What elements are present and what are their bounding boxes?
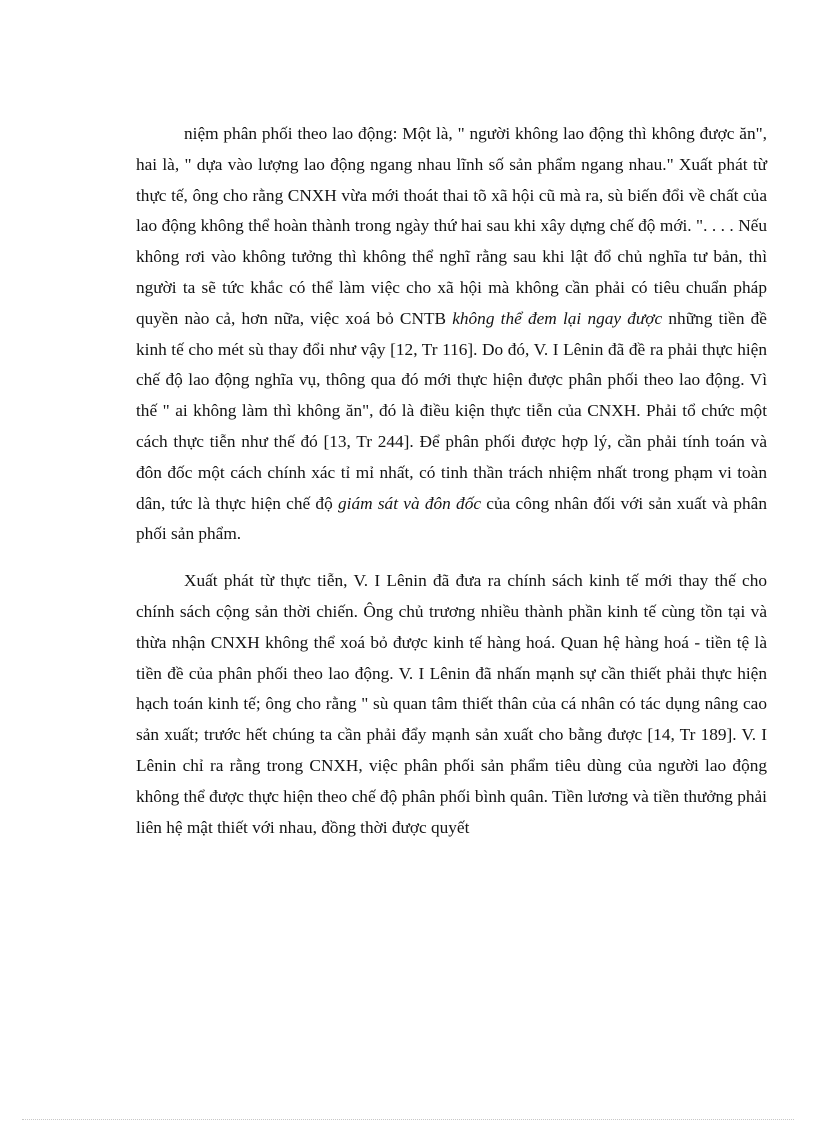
- italic-text-run: giám sát và đôn đốc: [338, 493, 482, 513]
- text-run: Xuất phát từ thực tiễn, V. I Lênin đã đưa ra chính sách kinh tế mới thay thế cho chính sách cộng sản thời chiến. Ông chủ trương nhiều thành phần kinh tế cùng tồn tại và thừa nhận CNXH không thể xoá bỏ được kinh tế hàng hoá. Quan hệ hàng hoá - tiền tệ là tiền đề của phân phối theo lao động. V. I Lênin đã nhấn mạnh sự cần thiết phải thực hiện hạch toán kinh tế; ông cho rằng " sù quan tâm thiết thân của cá nhân có tác dụng nâng cao sản xuất; trước hết chúng ta cần phải đẩy mạnh sản xuất cho bằng được [14, Tr 189]. V. I Lênin chỉ ra rằng trong CNXH, việc phân phối sản phẩm tiêu dùng của người lao động không thể được thực hiện theo chế độ phân phối bình quân. Tiền lương và tiền thưởng phải liên hệ mật thiết với nhau, đồng thời được quyết: [136, 571, 767, 837]
- page-bottom-divider: [22, 1119, 794, 1120]
- paragraph-2: [136, 566, 767, 843]
- text-run: những tiền đề kinh tế cho mét sù thay đổi như vậy [12, Tr 116]. Do đó, V. I Lênin đã đề ra phải thực hiện chế độ lao động nghĩa vụ, thông qua đó mới thực hiện được phân phối theo lao động. Vì thế " ai không làm thì không ăn", đó là điều kiện thực tiễn của CNXH. Phải tổ chức một cách thực tiễn như thế đó [13, Tr 244]. Để phân phối được hợp lý, cần phải tính toán và đôn đốc một cách chính xác tỉ mỉ nhất, có tinh thần trách nhiệm nhất trong phạm vi toàn dân, tức là thực hiện chế độ: [136, 308, 767, 513]
- paragraph-1: [136, 119, 767, 550]
- text-run: niệm phân phối theo lao động: Một là, " người không lao động thì không được ăn", hai là, " dựa vào lượng lao động ngang nhau lĩnh số sản phẩm ngang nhau." Xuất phát từ thực tế, ông cho rằng CNXH vừa mới thoát thai tõ xã hội cũ mà ra, sù biến đổi về chất của lao động không thể hoàn thành trong ngày thứ hai sau khi xây dựng chế độ mới. ". . . . Nếu không rơi vào không tưởng thì không thể nghĩ rằng sau khi lật đổ chủ nghĩa tư bản, thì người ta sẽ tức khắc có thể làm việc cho xã hội mà không cần phải có tiêu chuẩn pháp quyền nào cả, hơn nữa, việc xoá bỏ CNTB: [136, 124, 767, 328]
- text-run: của công nhân đối với sản xuất và phân phối sản phẩm.: [136, 493, 767, 544]
- body-text: [136, 119, 767, 843]
- italic-text-run: không thể đem lại ngay được: [452, 308, 663, 328]
